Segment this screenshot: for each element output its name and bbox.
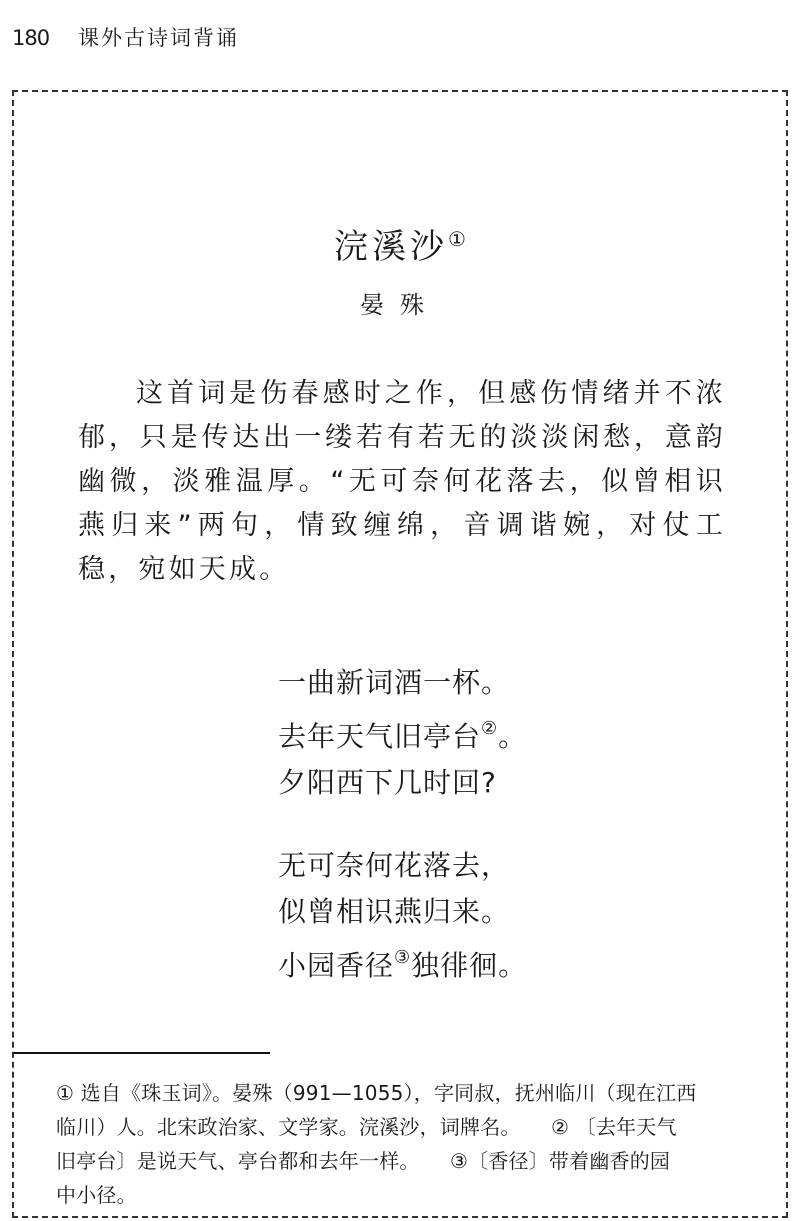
stanza-1 (278, 660, 527, 806)
poem-line (278, 935, 527, 989)
page-number: 180 (12, 26, 50, 50)
poem-line-text: 去年天气旧亭台 (278, 720, 482, 753)
poem-author: 晏殊 (360, 291, 440, 319)
footnote-mark-1: ① (448, 227, 466, 251)
poem-line-text: 小园香径 (278, 949, 395, 982)
poem-line-punct: 。 (498, 720, 528, 753)
footnote-line: ① 选自《珠玉词》。晏殊（991—1055），字同叔，抚州临川（现在江西 (56, 1081, 697, 1105)
poem-title-text: 浣溪沙 (334, 227, 449, 267)
footnote-line: 旧亭台〕是说天气、亭台都和去年一样。 ③〔香径〕带着幽香的园 (56, 1149, 671, 1173)
poem-title (0, 218, 800, 268)
page-header (12, 24, 239, 52)
poem-line (278, 706, 527, 760)
poem-line: 一曲新词酒一杯。 (278, 666, 511, 699)
footnote-divider (14, 1052, 270, 1054)
footnote-mark-2: ② (481, 718, 499, 739)
footnote-mark-3: ③ (394, 947, 412, 968)
poem-line-text: 独徘徊。 (411, 949, 528, 982)
poem-line: 无可奈何花落去， (278, 849, 511, 882)
intro-paragraph: 这首词是伤春感时之作，但感伤情绪并不浓郁，只是传达出一缕若有若无的淡淡闲愁，意韵幽微，淡雅温厚。“无可奈何花落去，似曾相识燕归来”两句，情致缠绵，音调谐婉，对仗工稳，宛如天成。 (78, 378, 726, 585)
poem-line: 似曾相识燕归来。 (278, 895, 511, 928)
poem-line: 夕阳西下几时回? (278, 766, 497, 799)
footnote-line: 临川）人。北宋政治家、文学家。浣溪沙，词牌名。 ② 〔去年天气 (56, 1115, 677, 1139)
footnote-line: 中小径。 (56, 1183, 137, 1207)
stanza-2 (278, 843, 527, 989)
footnotes (56, 1076, 786, 1212)
book-title: 课外古诗词背诵 (78, 26, 239, 50)
